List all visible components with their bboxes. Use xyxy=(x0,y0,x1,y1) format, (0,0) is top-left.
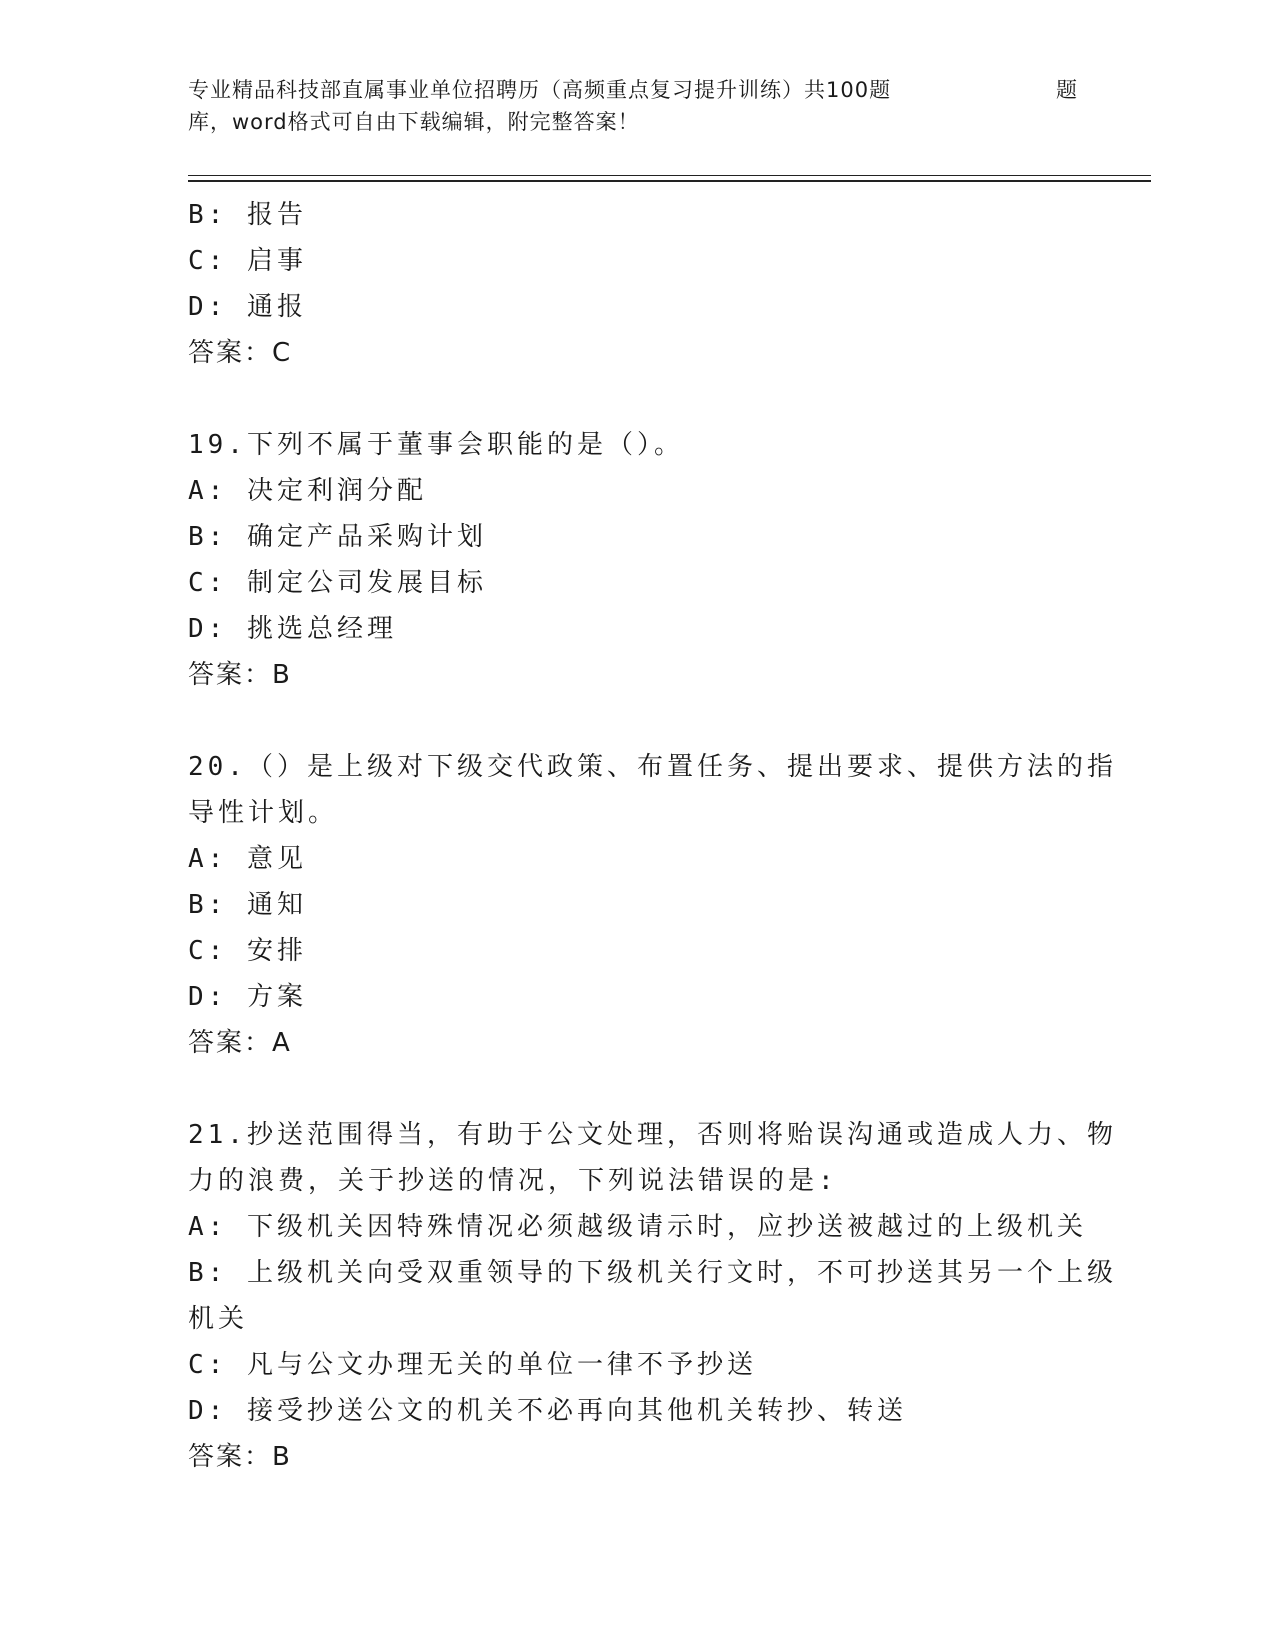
header-title-line2: 库，word格式可自由下载编辑，附完整答案！ xyxy=(188,110,640,134)
spacer xyxy=(188,698,1088,744)
question-20 xyxy=(188,744,1117,1066)
document-body xyxy=(188,192,1117,1480)
question-stem-line1: 20.（）是上级对下级交代政策、布置任务、提出要求、提供方法的指 xyxy=(188,752,1117,782)
header-title-trail: 题 xyxy=(1056,78,1078,102)
spacer xyxy=(188,376,1088,422)
option-a: A: 决定利润分配 xyxy=(188,476,427,506)
question-21 xyxy=(188,1112,1117,1480)
document-header xyxy=(188,74,1088,138)
header-divider-thick xyxy=(188,180,1151,182)
option-d: D: 方案 xyxy=(188,982,307,1012)
question-19 xyxy=(188,422,1088,698)
option-c: C: 制定公司发展目标 xyxy=(188,568,487,598)
option-b: B: 确定产品采购计划 xyxy=(188,522,487,552)
header-divider-thin xyxy=(188,175,1151,176)
spacer xyxy=(188,1066,1088,1112)
answer-label: 答案：B xyxy=(188,660,292,690)
question-stem: 19.下列不属于董事会职能的是（）。 xyxy=(188,430,684,460)
option-b: B: 报告 xyxy=(188,200,307,230)
option-b: B: 通知 xyxy=(188,890,307,920)
option-d: D: 挑选总经理 xyxy=(188,614,397,644)
option-b-line2: 机关 xyxy=(188,1304,249,1334)
option-d: D: 接受抄送公文的机关不必再向其他机关转抄、转送 xyxy=(188,1396,907,1426)
header-title-line1: 专业精品科技部直属事业单位招聘历（高频重点复习提升训练）共100题 xyxy=(188,78,892,102)
option-c: C: 安排 xyxy=(188,936,307,966)
question-stem-line1: 21.抄送范围得当，有助于公文处理，否则将贻误沟通或造成人力、物 xyxy=(188,1120,1117,1150)
answer-label: 答案：B xyxy=(188,1442,292,1472)
option-c: C: 凡与公文办理无关的单位一律不予抄送 xyxy=(188,1350,757,1380)
option-d: D: 通报 xyxy=(188,292,307,322)
option-a: A: 意见 xyxy=(188,844,307,874)
question-stem-line2: 力的浪费，关于抄送的情况，下列说法错误的是: xyxy=(188,1166,838,1196)
answer-label: 答案：C xyxy=(188,338,293,368)
question-stem-line2: 导性计划。 xyxy=(188,798,339,828)
option-c: C: 启事 xyxy=(188,246,307,276)
answer-label: 答案：A xyxy=(188,1028,292,1058)
option-b-line1: B: 上级机关向受双重领导的下级机关行文时，不可抄送其另一个上级 xyxy=(188,1258,1117,1288)
option-a: A: 下级机关因特殊情况必须越级请示时，应抄送被越过的上级机关 xyxy=(188,1212,1087,1242)
question-18-continued xyxy=(188,192,1088,376)
